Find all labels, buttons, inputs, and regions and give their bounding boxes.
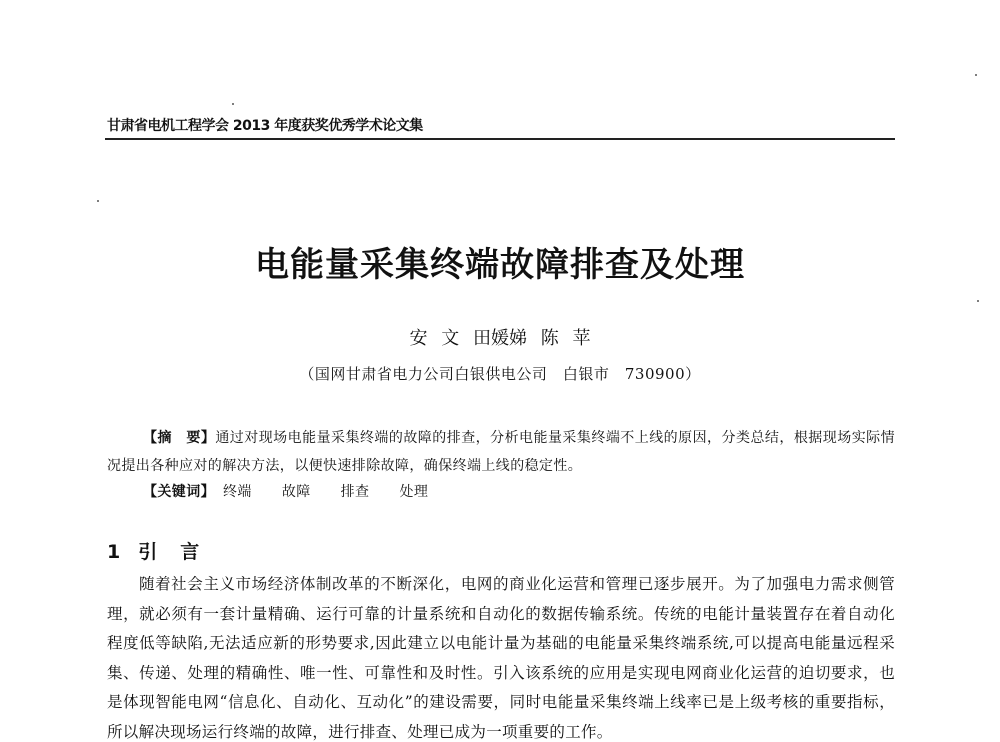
running-header: 甘肃省电机工程学会 2013 年度获奖优秀学术论文集 (107, 118, 423, 134)
abstract (107, 424, 895, 480)
author-list (0, 326, 1000, 352)
author-name: 陈 苹 (540, 328, 591, 349)
scan-speck (232, 103, 234, 105)
keyword: 终端 (223, 484, 252, 500)
keyword: 排查 (340, 484, 370, 500)
keyword: 处理 (399, 484, 429, 500)
header-rule (105, 138, 895, 140)
keyword: 故障 (281, 484, 311, 500)
abstract-label: 【摘 要】 (143, 430, 216, 446)
keywords-label: 【关键词】 (143, 484, 215, 500)
scan-speck (975, 74, 977, 76)
body-paragraph: 随着社会主义市场经济体制改革的不断深化，电网的商业化运营和管理已逐步展开。为了加强电力需求侧管理，就必须有一套计量精确、运行可靠的计量系统和自动化的数据传输系统。传统的电能计量装置存在着自动化程度低等缺陷,无法适应新的形势要求,因此建立以电能计量为基础的电能量采集终端系统,可以提高电能量远程采集、传递、处理的精确性、唯一性、可靠性和及时性。引入该系统的应用是实现电网商业化运营的迫切要求，也是体现智能电网“信息化、自动化、互动化”的建设需要，同时电能量采集终端上线率已是上级考核的重要指标，所以解决现场运行终端的故障，进行排查、处理已成为一项重要的工作。 (107, 575, 895, 741)
scan-speck (97, 200, 99, 202)
section-heading (107, 538, 201, 566)
scan-speck (977, 300, 979, 302)
paper-title: 电能量采集终端故障排查及处理 (255, 245, 745, 285)
author-name: 安 文 (409, 328, 460, 349)
section-number: 1 (107, 541, 123, 563)
keywords (143, 480, 895, 504)
abstract-text: 通过对现场电能量采集终端的故障的排查，分析电能量采集终端不上线的原因，分类总结，根据现场实际情况提出各种应对的解决方法，以便快速排除故障，确保终端上线的稳定性。 (107, 430, 896, 474)
author-name: 田媛娣 (473, 328, 527, 349)
author-affiliation: （国网甘肃省电力公司白银供电公司 白银市 730900） (299, 365, 701, 383)
section-title: 引 言 (138, 541, 202, 563)
